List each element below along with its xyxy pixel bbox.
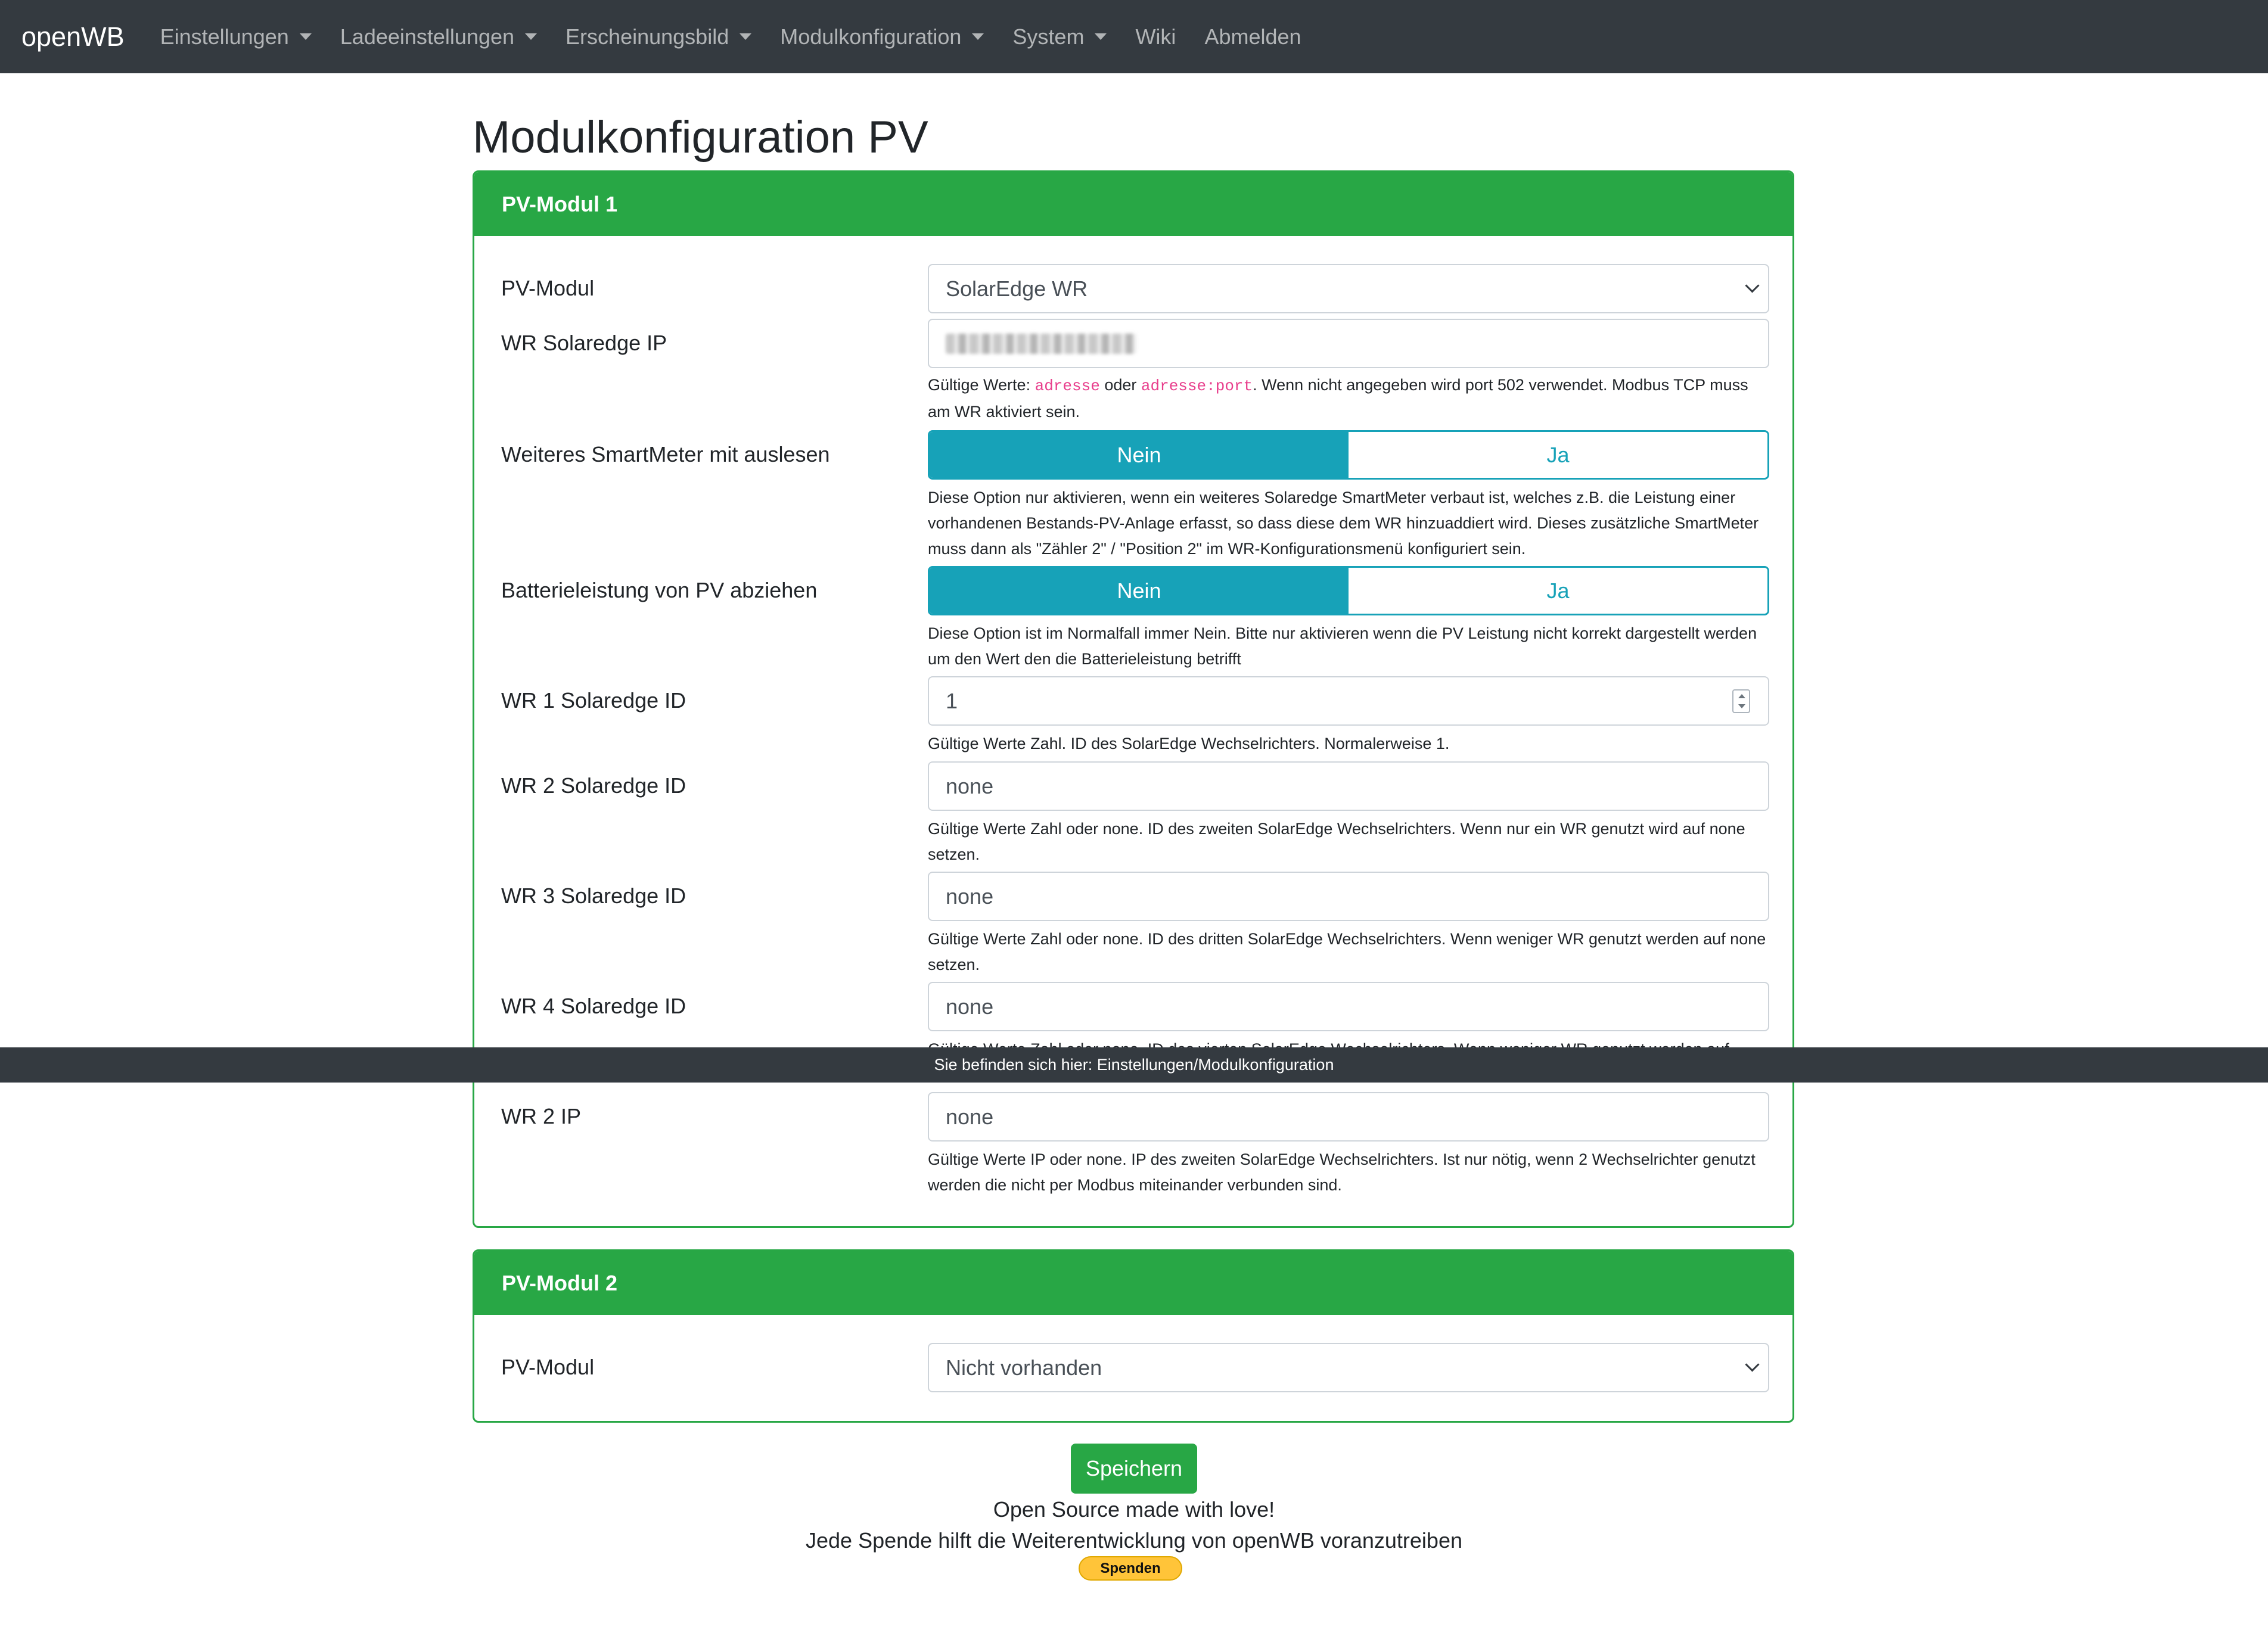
chevron-down-icon	[1745, 1357, 1759, 1371]
help-text: . Wenn nicht angegeben wird port 502 verwendet. Modbus TCP muss am WR aktiviert sein.	[928, 376, 1748, 421]
wr1-help: Gültige Werte Zahl. ID des SolarEdge Wechselrichters. Normalerweise 1.	[928, 735, 1450, 752]
pv-modul-2-select[interactable]	[928, 1343, 1769, 1392]
wr2-input[interactable]	[928, 761, 1769, 811]
pv-modul-label: PV-Modul	[501, 276, 595, 300]
nav-label: Erscheinungsbild	[566, 24, 729, 49]
chevron-down-icon	[1745, 278, 1759, 293]
input-value: 1	[946, 688, 958, 713]
nav-modulkonfiguration[interactable]	[766, 24, 998, 49]
wr1-label: WR 1 Solaredge ID	[501, 688, 686, 713]
select-value: Nicht vorhanden	[946, 1355, 1102, 1380]
wr3-input[interactable]	[928, 872, 1769, 921]
love-text: Open Source made with love!	[993, 1497, 1275, 1522]
redacted-ip-value	[946, 334, 1136, 354]
input-value: none	[946, 1104, 994, 1129]
top-navbar	[0, 0, 2268, 73]
input-value: none	[946, 994, 994, 1019]
brand-logo[interactable]: openWB	[21, 21, 125, 52]
nav-abmelden[interactable]	[1190, 24, 1315, 49]
page-title: Modulkonfiguration PV	[473, 112, 928, 163]
save-button[interactable]: Speichern	[1071, 1444, 1197, 1494]
smartmeter-toggle	[928, 430, 1769, 480]
nav-erscheinungsbild[interactable]	[551, 24, 766, 49]
nav-label: Ladeeinstellungen	[340, 24, 515, 49]
battery-help: Diese Option ist im Normalfall immer Nein. Bitte nur aktivieren wenn die PV Leistung nicht korrekt dargestellt werden um den Wert den die Batterieleistung betrifft	[928, 624, 1757, 668]
help-text: oder	[1104, 376, 1137, 394]
nav-label: Einstellungen	[160, 24, 289, 49]
pv-modul-2-label: PV-Modul	[501, 1355, 595, 1379]
battery-nein-button[interactable]: Nein	[930, 568, 1349, 614]
wr2-ip-label: WR 2 IP	[501, 1104, 582, 1128]
battery-ja-button[interactable]: Ja	[1349, 568, 1767, 614]
caret-down-icon	[972, 33, 984, 40]
smartmeter-label: Weiteres SmartMeter mit auslesen	[501, 442, 830, 466]
donate-text: Jede Spende hilft die Weiterentwicklung von openWB voranzutreiben	[806, 1528, 1462, 1553]
caret-down-icon	[525, 33, 537, 40]
help-text: Gültige Werte:	[928, 376, 1031, 394]
caret-down-icon	[300, 33, 312, 40]
caret-down-icon	[1095, 33, 1107, 40]
battery-toggle	[928, 566, 1769, 615]
nav-label: Wiki	[1135, 24, 1176, 49]
help-code: adresse:port	[1141, 377, 1253, 395]
wr4-label: WR 4 Solaredge ID	[501, 994, 686, 1018]
input-value: none	[946, 773, 994, 798]
nav-ladeeinstellungen[interactable]	[326, 24, 551, 49]
breadcrumb-footer: Sie befinden sich hier: Einstellungen/Modulkonfiguration	[0, 1047, 2268, 1083]
pv-modul-select[interactable]	[928, 264, 1769, 313]
nav-system[interactable]	[998, 24, 1121, 49]
wr-ip-help	[928, 372, 1774, 425]
smartmeter-help: Diese Option nur aktivieren, wenn ein weiteres Solaredge SmartMeter verbaut ist, welches z.B. die Leistung einer vorhandenen Bestands-PV-Anlage erfasst, so dass diese dem WR hinzuaddiert wird. Dieses zusätzliche SmartMeter muss dann als "Zähler 2" / "Position 2" im WR-Konfigurationsmenü konfiguriert sein.	[928, 489, 1759, 558]
wr4-input[interactable]	[928, 982, 1769, 1031]
pv-module-2-card	[473, 1249, 1794, 1423]
nav-wiki[interactable]	[1121, 24, 1190, 49]
caret-down-icon	[740, 33, 751, 40]
wr-ip-label: WR Solaredge IP	[501, 331, 667, 355]
wr-ip-input[interactable]	[928, 319, 1769, 368]
nav-label: Modulkonfiguration	[780, 24, 962, 49]
wr2-label: WR 2 Solaredge ID	[501, 773, 686, 798]
wr3-label: WR 3 Solaredge ID	[501, 884, 686, 908]
input-value: none	[946, 884, 994, 909]
card-header: PV-Modul 2	[474, 1251, 1792, 1315]
smartmeter-ja-button[interactable]: Ja	[1349, 432, 1767, 478]
wr2-help: Gültige Werte Zahl oder none. ID des zweiten SolarEdge Wechselrichters. Wenn nur ein WR genutzt wird auf none setzen.	[928, 820, 1745, 863]
wr2-ip-help: Gültige Werte IP oder none. IP des zweiten SolarEdge Wechselrichters. Ist nur nötig, wenn 2 Wechselrichter genutzt werden die nicht per Modbus miteinander verbunden sind.	[928, 1150, 1756, 1194]
battery-label: Batterieleistung von PV abziehen	[501, 578, 818, 602]
stepper-icon[interactable]	[1732, 689, 1750, 713]
nav-label: Abmelden	[1204, 24, 1301, 49]
nav-einstellungen[interactable]	[146, 24, 326, 49]
wr2-ip-input[interactable]	[928, 1092, 1769, 1142]
help-code: adresse	[1034, 377, 1100, 395]
wr3-help: Gültige Werte Zahl oder none. ID des dritten SolarEdge Wechselrichters. Wenn weniger WR genutzt werden auf none setzen.	[928, 930, 1766, 973]
wr1-number-input[interactable]	[928, 676, 1769, 726]
donate-button[interactable]: Spenden	[1079, 1556, 1182, 1581]
nav-label: System	[1012, 24, 1085, 49]
card-header: PV-Modul 1	[474, 172, 1792, 236]
smartmeter-nein-button[interactable]: Nein	[930, 432, 1349, 478]
select-value: SolarEdge WR	[946, 276, 1088, 301]
